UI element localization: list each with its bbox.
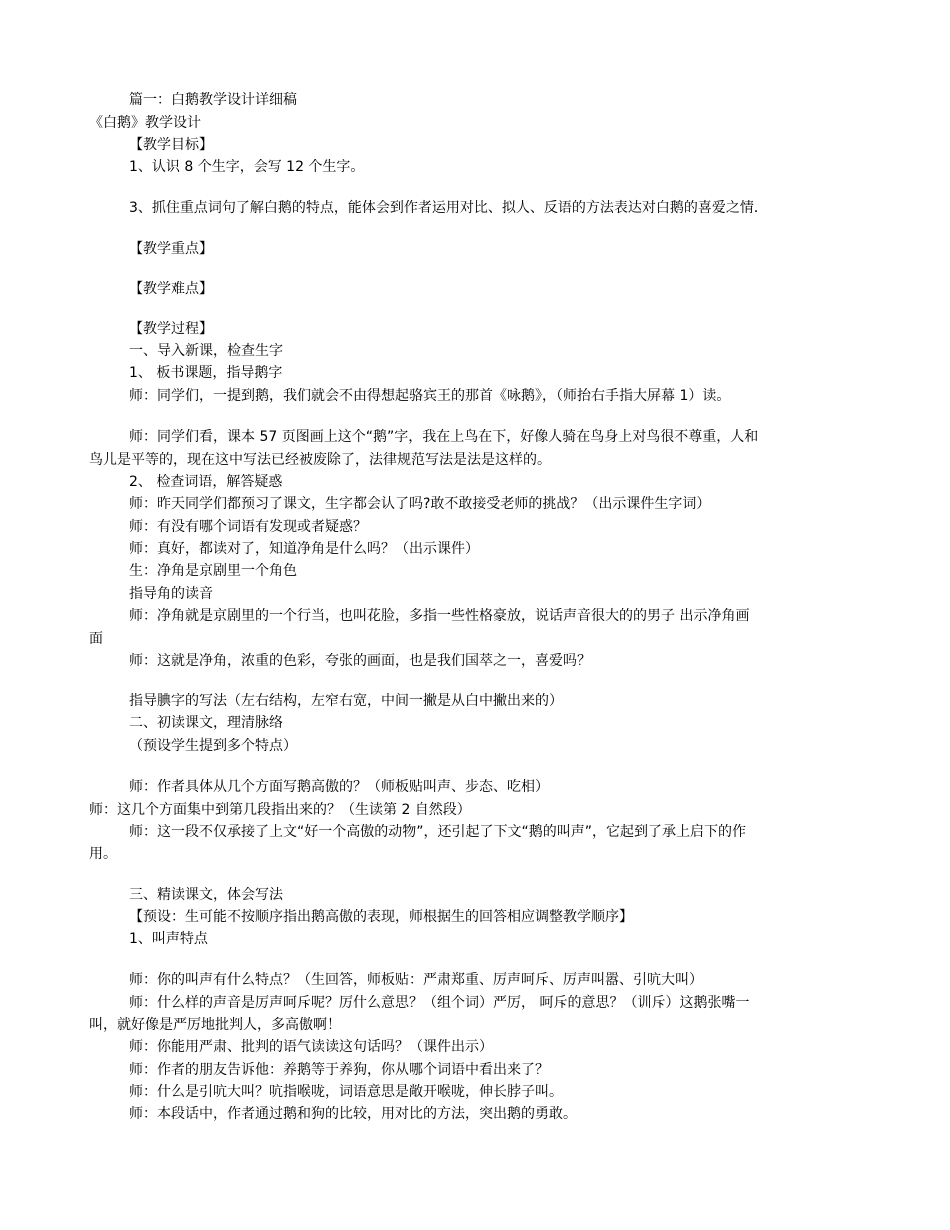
paragraph-line: 1、 板书课题，指导鹅字 [129,365,283,381]
paragraph-line: 面 [89,631,103,647]
paragraph-line: （预设学生提到多个特点） [129,738,297,754]
paragraph-line: 2、 检查词语，解答疑惑 [129,474,283,490]
section-heading: 【教学过程】 [129,321,213,337]
paragraph-line: 叫，就好像是严厉地批判人，多高傲啊！ [89,1017,341,1033]
paragraph-line: 3、抓住重点词句了解白鹅的特点，能体会到作者运用对比、拟人、反语的方法表达对白鹅的喜爱之情． [129,200,768,216]
paragraph-line: 师：这一段不仅承接了上文“好一个高傲的动物”，还引起了下文“鹅的叫声”，它起到了承上启下的作 [129,824,747,840]
paragraph-line: 师：同学们，一提到鹅，我们就会不由得想起骆宾王的那首《咏鹅》，（师抬右手指大屏幕 1）读。 [129,388,731,404]
paragraph-line: 鸟儿是平等的，现在这中写法已经被废除了，法律规范写法是法是这样的。 [89,452,551,468]
paragraph-line: 师：这几个方面集中到第几段指出来的？（生读第 2 自然段） [89,802,471,818]
paragraph-line: 师：昨天同学们都预习了课文，生字都会认了吗?敢不敢接受老师的挑战？（出示课件生字词） [129,496,711,512]
paragraph-line: 一、导入新课，检查生字 [129,343,283,359]
document-title: 《白鹅》教学设计 [89,115,201,131]
paragraph-line: 师：什么是引吭大叫？吭指喉咙，词语意思是敞开喉咙，伸长脖子叫。 [129,1084,563,1100]
paragraph-line: 师：作者的朋友告诉他：养鹅等于养狗，你从哪个词语中看出来了？ [129,1062,549,1078]
paragraph-line: 【预设：生可能不按顺序指出鹅高傲的表现，师根据生的回答相应调整教学顺序】 [129,909,633,925]
paragraph-line: 1、叫声特点 [129,931,208,947]
paragraph-line: 师：你的叫声有什么特点？（生回答，师板贴：严肃郑重、厉声呵斥、厉声叫嚣、引吭大叫） [129,972,703,988]
paragraph-line: 师：你能用严肃、批判的语气读读这句话吗？（课件出示） [129,1039,493,1055]
paragraph-line: 师：有没有哪个词语有发现或者疑惑？ [129,519,367,535]
paragraph-line: 用。 [89,846,117,862]
section-heading: 【教学目标】 [129,137,213,153]
section-heading: 【教学重点】 [129,241,213,257]
paragraph-line: 生：净角是京剧里一个角色 [129,563,297,579]
section-heading: 【教学难点】 [129,281,213,297]
paragraph-line: 师：作者具体从几个方面写鹅高傲的？（师板贴叫声、步态、吃相） [129,779,549,795]
paragraph-line: 师：这就是净角，浓重的色彩，夸张的画面，也是我们国萃之一，喜爱吗？ [129,653,591,669]
paragraph-line: 三、精读课文，体会写法 [129,887,283,903]
paragraph-line: 师：真好，都读对了，知道净角是什么吗？（出示课件） [129,541,479,557]
paragraph-line: 二、初读课文，理清脉络 [129,715,283,731]
paragraph-line: 师：本段话中，作者通过鹅和狗的比较，用对比的方法，突出鹅的勇敢。 [129,1106,577,1122]
paragraph-line: 指导角的读音 [129,586,213,602]
paragraph-line: 师：净角就是京剧里的一个行当，也叫花脸，多指一些性格豪放，说话声音很大的的男子 出示净角画 [129,608,750,624]
paragraph-line: 指导腆字的写法（左右结构，左窄右宽，中间一撇是从白中撇出来的） [129,693,563,709]
paragraph-line: 师：什么样的声音是厉声呵斥呢？厉什么意思？（组个词）严厉， 呵斥的意思？（训斥）这鹅张嘴一 [129,995,750,1011]
paragraph-line: 1、认识 8 个生字，会写 12 个生字。 [129,159,365,175]
paragraph-line: 师：同学们看，课本 57 页图画上这个“鹅”字，我在上鸟在下，好像人骑在鸟身上对鸟很不尊重，人和 [129,429,759,445]
article-heading: 篇一：白鹅教学设计详细稿 [129,92,297,108]
